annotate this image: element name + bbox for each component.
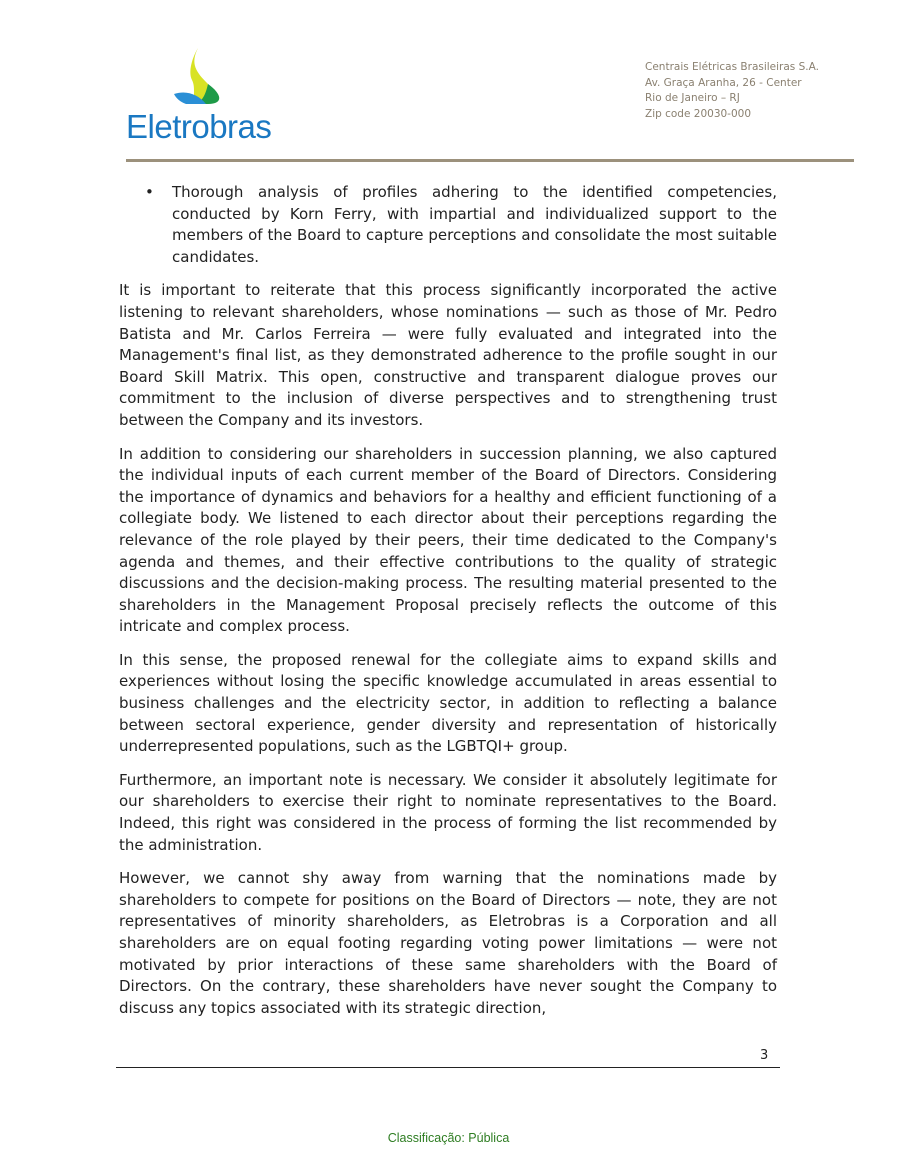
header-divider	[126, 159, 854, 162]
document-body	[119, 182, 777, 1031]
paragraph: In addition to considering our shareholders in succession planning, we also captured the individual inputs of each current member of the Board of Directors. Considering the importance of dynamics and behaviors for a healthy and efficient functioning of a collegiate body. We listened to each director about their perceptions regarding the relevance of the role played by their peers, their time dedicated to the Company's agenda and themes, and their effective contributions to the quality of strategic discussions and the decision-making process. The resulting material presented to the shareholders in the Management Proposal precisely reflects the outcome of this intricate and complex process.	[119, 444, 777, 636]
bullet-item: • Thorough analysis of profiles adhering to the identified competencies, conducted by Korn Ferry, with impartial and individualized support to the members of the Board to capture perceptions and consolidate the most suitable candidates.	[145, 183, 777, 266]
company-address	[645, 60, 819, 122]
page-number: 3	[760, 1048, 769, 1063]
bullet-list	[119, 182, 777, 268]
logo-text: Eletrobras	[126, 108, 272, 145]
paragraph: Furthermore, an important note is necessary. We consider it absolutely legitimate for our shareholders to exercise their right to nominate representatives to the Board. Indeed, this right was considered in the process of forming the list recommended by the administration.	[119, 770, 777, 854]
logo-drop-icon	[126, 44, 236, 108]
paragraph: In this sense, the proposed renewal for the collegiate aims to expand skills and experiences without losing the specific knowledge accumulated in areas essential to business challenges and the electricity sector, in addition to reflecting a balance between sectoral experience, gender diversity and representation of historically underrepresented populations, such as the LGBTQI+ group.	[119, 650, 777, 756]
address-line: Zip code 20030-000	[645, 107, 752, 120]
paragraph: However, we cannot shy away from warning that the nominations made by shareholders to compete for positions on the Board of Directors — note, they are not representatives of minority shareholders, as Eletrobras is a Corporation and all shareholders are on equal footing regarding voting power limitations — were not motivated by prior interactions of these same shareholders with the Board of Directors. On the contrary, these shareholders have never sought the Company to discuss any topics associated with its strategic direction,	[119, 869, 777, 1017]
paragraph: It is important to reiterate that this process significantly incorporated the active listening to relevant shareholders, whose nominations — such as those of Mr. Pedro Batista and Mr. Carlos Ferreira — were fully evaluated and integrated into the Management's final list, as they demonstrated adherence to the profile sought in our Board Skill Matrix. This open, constructive and transparent dialogue proves our commitment to the inclusion of diverse perspectives and to strengthening trust between the Company and its investors.	[119, 281, 777, 429]
address-line: Av. Graça Aranha, 26 - Center	[645, 76, 802, 89]
footer-divider	[116, 1067, 780, 1068]
classification-label: Classificação: Pública	[387, 1131, 510, 1145]
bullet-icon: •	[145, 183, 154, 201]
address-line: Rio de Janeiro – RJ	[645, 92, 740, 104]
address-line: Centrais Elétricas Brasileiras S.A.	[645, 61, 819, 73]
eletrobras-logo	[126, 44, 286, 144]
